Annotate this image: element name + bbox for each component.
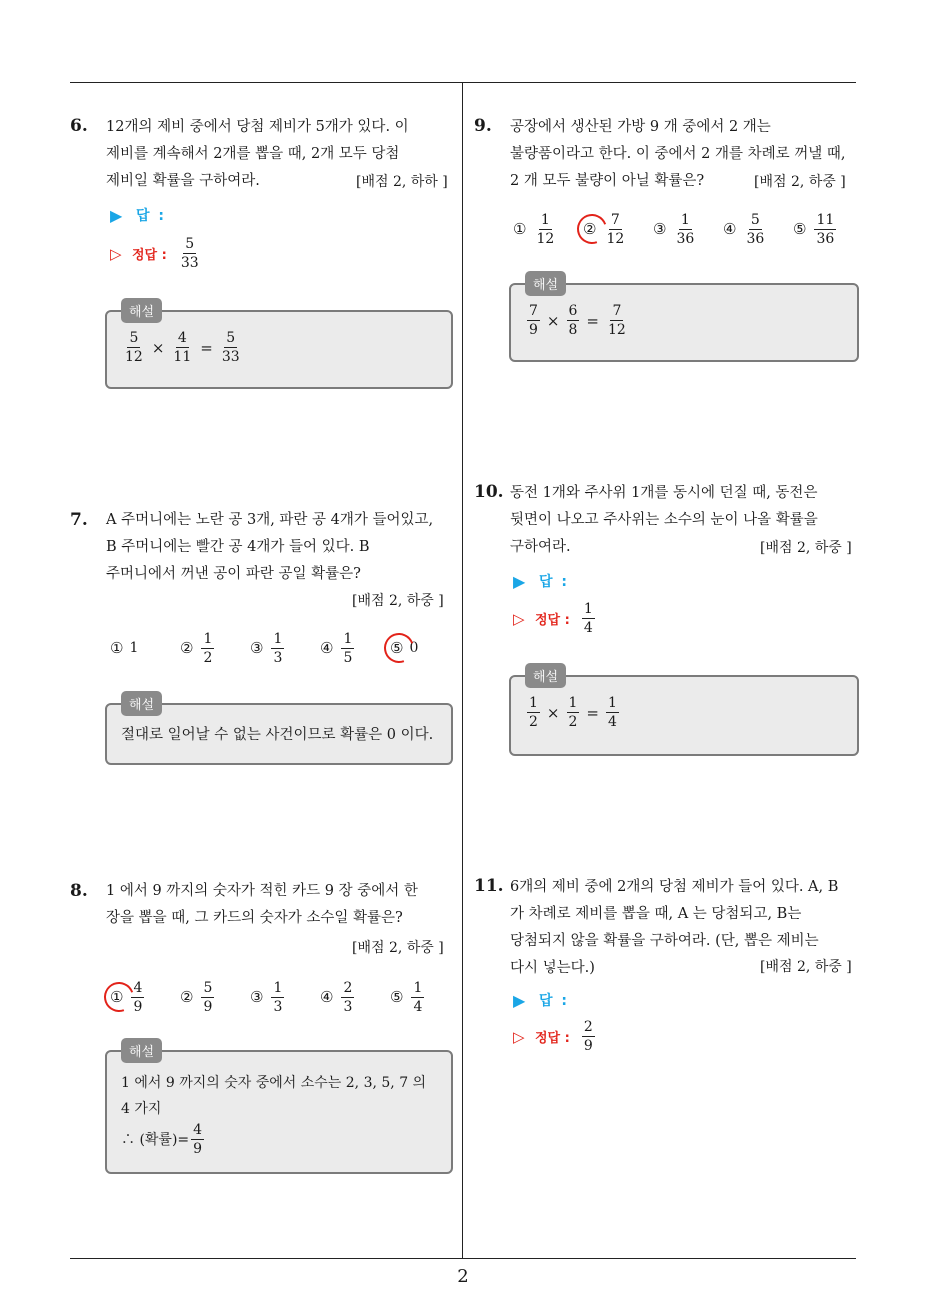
denominator: 4 bbox=[413, 998, 423, 1015]
fraction bbox=[191, 1122, 204, 1157]
correct-answer-row bbox=[513, 601, 597, 636]
question-line: 12개의 제비 중에서 당첨 제비가 5개가 있다. 이 bbox=[106, 119, 409, 135]
denominator: 3 bbox=[273, 998, 283, 1015]
equals-sign: = bbox=[200, 338, 213, 357]
question-number: 6. bbox=[70, 116, 88, 136]
solution-box bbox=[105, 1045, 453, 1174]
correct-answer-row bbox=[110, 236, 203, 271]
choice-fraction bbox=[604, 212, 626, 247]
numerator: 7 bbox=[610, 211, 620, 228]
denominator: 8 bbox=[568, 322, 578, 338]
choice-fraction bbox=[674, 212, 696, 247]
choice-value: 1 bbox=[129, 640, 139, 656]
numerator: 5 bbox=[226, 330, 236, 346]
choices bbox=[110, 630, 440, 666]
choice-mark: ④ bbox=[723, 220, 737, 238]
choice-mark: ③ bbox=[250, 639, 264, 657]
solution-equation bbox=[525, 303, 630, 338]
choice-mark: ③ bbox=[653, 220, 667, 238]
numerator: 1 bbox=[203, 630, 213, 647]
numerator: 1 bbox=[343, 630, 353, 647]
question-line: 당첨되지 않을 확률을 구하여라. (단, 뽑은 제비는 bbox=[510, 933, 819, 949]
question-number: 11. bbox=[474, 876, 504, 896]
answer-label: 답 : bbox=[539, 574, 569, 590]
question-number: 9. bbox=[474, 116, 492, 136]
solution-box bbox=[105, 305, 453, 389]
question-meta: [배점 2, 하중 ] bbox=[754, 174, 846, 190]
solution-equation bbox=[525, 695, 621, 730]
solution-box bbox=[105, 698, 453, 765]
numerator: 7 bbox=[529, 303, 538, 319]
denominator: 9 bbox=[203, 998, 213, 1015]
choice-fraction bbox=[271, 631, 284, 666]
question-line: 뒷면이 나오고 주사위는 소수의 눈이 나올 확률을 bbox=[510, 512, 818, 528]
solution-line: 4 가지 bbox=[121, 1101, 162, 1117]
top-rule bbox=[70, 82, 856, 83]
solution-box bbox=[509, 670, 859, 756]
choice-fraction bbox=[201, 980, 214, 1015]
numerator: 11 bbox=[816, 211, 835, 228]
denominator: 12 bbox=[606, 230, 625, 247]
correct-answer-fraction bbox=[582, 601, 595, 636]
choice-2[interactable] bbox=[583, 212, 653, 247]
choice-fraction bbox=[411, 980, 424, 1015]
correct-answer-row bbox=[513, 1019, 597, 1054]
choice-fraction bbox=[271, 980, 284, 1015]
equals-sign: = bbox=[586, 703, 599, 722]
answer-row bbox=[513, 990, 569, 1010]
numerator: 5 bbox=[129, 330, 139, 346]
question-line: 1 에서 9 까지의 숫자가 적힌 카드 9 장 중에서 한 bbox=[106, 883, 418, 899]
choices bbox=[513, 211, 853, 247]
choice-mark: ⑤ bbox=[390, 639, 404, 657]
question-line: 다시 넣는다.) bbox=[510, 960, 595, 976]
numerator: 1 bbox=[540, 211, 550, 228]
denominator: 4 bbox=[583, 620, 593, 636]
question-line: 제비를 계속해서 2개를 뽑을 때, 2개 모두 당첨 bbox=[106, 146, 400, 162]
choice-mark: ④ bbox=[320, 639, 334, 657]
question-line: 6개의 제비 중에 2개의 당첨 제비가 들어 있다. A, B bbox=[510, 879, 839, 895]
choice-4[interactable] bbox=[723, 212, 793, 247]
fraction bbox=[567, 695, 580, 730]
choice-2[interactable] bbox=[180, 980, 250, 1015]
solution-tag: 해설 bbox=[525, 663, 566, 688]
question-meta: [배점 2, 하중 ] bbox=[760, 540, 852, 556]
numerator: 6 bbox=[568, 303, 578, 319]
question-number: 8. bbox=[70, 881, 88, 901]
correct-answer-fraction bbox=[582, 1019, 595, 1054]
denominator: 11 bbox=[173, 349, 192, 365]
question-text bbox=[106, 507, 433, 588]
choice-mark: ② bbox=[180, 639, 194, 657]
numerator: 2 bbox=[583, 1019, 593, 1035]
choice-fraction bbox=[201, 631, 214, 666]
choice-1[interactable] bbox=[513, 212, 583, 247]
numerator: 1 bbox=[608, 695, 617, 711]
question-meta: [배점 2, 하중 ] bbox=[760, 959, 852, 975]
play-arrow-icon: ▶ bbox=[513, 571, 526, 591]
denominator: 9 bbox=[583, 1038, 593, 1054]
play-arrow-icon: ▶ bbox=[110, 205, 123, 225]
question-line: 가 차례로 제비를 뽑을 때, A 는 당첨되고, B는 bbox=[510, 906, 802, 922]
correct-answer-fraction bbox=[179, 236, 201, 271]
question-line: 제비일 확률을 구하여라. bbox=[106, 173, 260, 189]
question-line: 장을 뽑을 때, 그 카드의 숫자가 소수일 확률은? bbox=[106, 910, 403, 926]
fraction bbox=[567, 303, 580, 338]
denominator: 33 bbox=[180, 255, 199, 271]
denominator: 9 bbox=[133, 998, 143, 1015]
denominator: 12 bbox=[536, 230, 555, 247]
solution-text bbox=[121, 1070, 426, 1157]
question-meta: [배점 2, 하중 ] bbox=[352, 940, 444, 956]
numerator: 7 bbox=[612, 303, 622, 319]
numerator: 1 bbox=[273, 979, 283, 996]
fraction bbox=[606, 695, 619, 730]
numerator: 5 bbox=[203, 979, 213, 996]
therefore-prefix: ∴ (확률)= bbox=[121, 1131, 190, 1148]
numerator: 2 bbox=[343, 979, 353, 996]
correct-label: 정답 : bbox=[132, 248, 167, 263]
question-number: 10. bbox=[474, 482, 504, 502]
question-meta: [배점 2, 하중 ] bbox=[352, 593, 444, 609]
question-line: 불량품이라고 한다. 이 중에서 2 개를 차례로 꺼낼 때, bbox=[510, 146, 846, 162]
denominator: 3 bbox=[343, 998, 353, 1015]
numerator: 1 bbox=[568, 695, 578, 711]
fraction bbox=[123, 330, 145, 365]
question-number: 7. bbox=[70, 510, 88, 530]
question-meta: [배점 2, 하하 ] bbox=[356, 174, 448, 190]
fraction bbox=[606, 303, 628, 338]
numerator: 1 bbox=[529, 695, 538, 711]
denominator: 33 bbox=[221, 349, 240, 365]
question-line: A 주머니에는 노란 공 3개, 파란 공 4개가 들어있고, bbox=[106, 512, 434, 528]
denominator: 4 bbox=[608, 714, 617, 730]
solution-equation bbox=[121, 330, 244, 365]
denominator: 9 bbox=[193, 1141, 203, 1157]
choice-3[interactable] bbox=[653, 212, 723, 247]
question-line: 2 개 모두 불량이 아닐 확률은? bbox=[510, 173, 705, 189]
correct-label: 정답 : bbox=[535, 613, 570, 628]
solution-tag: 해설 bbox=[525, 271, 566, 296]
question-line: 주머니에서 꺼낸 공이 파란 공일 확률은? bbox=[106, 566, 361, 582]
numerator: 4 bbox=[177, 330, 187, 346]
page-number: 2 bbox=[457, 1266, 469, 1287]
bottom-rule bbox=[70, 1258, 856, 1259]
denominator: 5 bbox=[343, 649, 353, 666]
numerator: 1 bbox=[583, 601, 593, 617]
numerator: 4 bbox=[193, 1122, 203, 1138]
denominator: 2 bbox=[529, 714, 538, 730]
choice-5[interactable] bbox=[390, 639, 440, 657]
choice-mark: ① bbox=[110, 988, 124, 1006]
question-line: B 주머니에는 빨간 공 4개가 들어 있다. B bbox=[106, 539, 370, 555]
choice-fraction bbox=[341, 980, 354, 1015]
choice-mark: ① bbox=[513, 220, 527, 238]
numerator: 5 bbox=[185, 236, 195, 252]
solution-text: 절대로 일어날 수 없는 사건이므로 확률은 0 이다. bbox=[121, 727, 434, 743]
numerator: 4 bbox=[133, 979, 143, 996]
choice-2[interactable] bbox=[180, 631, 250, 666]
denominator: 36 bbox=[746, 230, 765, 247]
choice-5[interactable] bbox=[793, 212, 853, 247]
choice-3[interactable] bbox=[250, 980, 320, 1015]
solution-final-line bbox=[121, 1122, 426, 1157]
choice-mark: ⑤ bbox=[390, 988, 404, 1006]
choice-mark: ⑤ bbox=[793, 220, 807, 238]
times-sign: × bbox=[546, 311, 560, 330]
solution-tag: 해설 bbox=[121, 298, 162, 323]
choice-3[interactable] bbox=[250, 631, 320, 666]
choice-1[interactable] bbox=[110, 980, 180, 1015]
outline-arrow-icon: ▷ bbox=[513, 1027, 525, 1046]
solution-tag: 해설 bbox=[121, 1038, 162, 1063]
choice-fraction bbox=[814, 212, 836, 247]
denominator: 36 bbox=[676, 230, 695, 247]
fraction bbox=[527, 695, 540, 730]
question-line: 구하여라. bbox=[510, 539, 571, 555]
times-sign: × bbox=[151, 338, 165, 357]
choice-fraction bbox=[744, 212, 766, 247]
column-divider bbox=[462, 83, 463, 1259]
answer-row bbox=[513, 571, 569, 591]
denominator: 12 bbox=[125, 349, 143, 365]
choice-fraction bbox=[341, 631, 354, 666]
numerator: 1 bbox=[273, 630, 283, 647]
correct-label: 정답 : bbox=[535, 1031, 570, 1046]
choice-4[interactable] bbox=[320, 980, 390, 1015]
question-line: 동전 1개와 주사위 1개를 동시에 던질 때, 동전은 bbox=[510, 485, 818, 501]
choice-mark: ③ bbox=[250, 988, 264, 1006]
answer-label: 답 : bbox=[539, 993, 569, 1009]
choice-mark: ④ bbox=[320, 988, 334, 1006]
choice-4[interactable] bbox=[320, 631, 390, 666]
fraction bbox=[220, 330, 242, 365]
choice-1[interactable] bbox=[110, 639, 180, 657]
choice-5[interactable] bbox=[390, 980, 440, 1015]
choice-value: 0 bbox=[409, 640, 419, 656]
numerator: 1 bbox=[413, 979, 423, 996]
question-text bbox=[106, 878, 418, 932]
question-line: 공장에서 생산된 가방 9 개 중에서 2 개는 bbox=[510, 119, 771, 135]
denominator: 36 bbox=[816, 230, 835, 247]
times-sign: × bbox=[546, 703, 560, 722]
outline-arrow-icon: ▷ bbox=[110, 244, 122, 263]
denominator: 9 bbox=[529, 322, 538, 338]
numerator: 1 bbox=[680, 211, 690, 228]
answer-label: 답 : bbox=[136, 208, 166, 224]
numerator: 5 bbox=[750, 211, 760, 228]
denominator: 2 bbox=[203, 649, 213, 666]
equals-sign: = bbox=[586, 311, 599, 330]
play-arrow-icon: ▶ bbox=[513, 990, 526, 1010]
choice-mark: ① bbox=[110, 639, 124, 657]
denominator: 3 bbox=[273, 649, 283, 666]
solution-box bbox=[509, 278, 859, 362]
solution-line: 1 에서 9 까지의 숫자 중에서 소수는 2, 3, 5, 7 의 bbox=[121, 1075, 427, 1091]
denominator: 2 bbox=[568, 714, 578, 730]
outline-arrow-icon: ▷ bbox=[513, 609, 525, 628]
answer-row bbox=[110, 205, 166, 225]
solution-tag: 해설 bbox=[121, 691, 162, 716]
choice-mark: ② bbox=[180, 988, 194, 1006]
denominator: 12 bbox=[608, 322, 626, 338]
choice-mark: ② bbox=[583, 220, 597, 238]
fraction bbox=[527, 303, 540, 338]
choice-fraction bbox=[534, 212, 556, 247]
choices bbox=[110, 979, 440, 1015]
fraction bbox=[171, 330, 193, 365]
